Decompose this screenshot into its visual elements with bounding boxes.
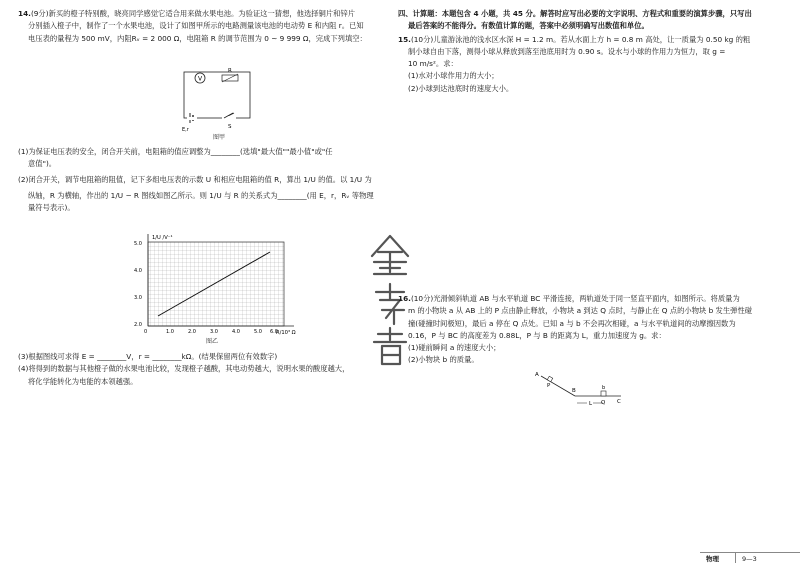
q14-parts (18, 146, 383, 214)
fig1-caption: 图甲 (213, 134, 226, 141)
q16-line-5: (2)小物块 b 的质量。 (408, 355, 479, 365)
circuit-label-e: E,r (182, 127, 189, 133)
xtick: 5.0 (254, 329, 262, 335)
q16-line-0: 16.(10分)光滑倾斜轨道 AB 与水平轨道 BC 平滑连接，两轨道处于同一竖直平面内，如图所示。将质量为 (398, 294, 740, 303)
graph-figure (130, 230, 310, 335)
q14-part3: (3)根据图线可求得 E = ________V，r = ________kΩ。(结果保留两位有效数字) (18, 352, 278, 361)
section4-title: 四、计算题：本题包含 4 小题，共 45 分。解答时应写出必要的文字说明、方程式和重要的演算步骤，只写出 (398, 9, 752, 18)
q14-number: 14. (18, 9, 31, 18)
q15-number: 15. (398, 34, 411, 44)
circuit-diagram (178, 66, 258, 136)
ytick: 5.0 (134, 241, 142, 247)
q14-parts2 (18, 351, 383, 388)
xtick: 3.0 (210, 329, 218, 335)
q14-part2b: 纵轴，R 为横轴，作出的 1/U − R 图线如图乙所示。则 1/U 与 R 的关系式为________(用 E，r，Rᵥ 等物理 (28, 190, 374, 200)
xtick: 2.0 (188, 329, 196, 335)
page-footer (0, 552, 800, 566)
circuit-label-v: V (198, 75, 203, 83)
section4-title2: 最后答案的不能得分。有数值计算的题，答案中必须明确写出数值和单位。 (408, 21, 649, 31)
graph-xlabel: R/10³ Ω (276, 330, 296, 335)
graph-grid (148, 242, 284, 326)
label-b: B (572, 388, 576, 394)
q16-line-4: (1)碰前瞬间 a 的速度大小； (408, 343, 501, 353)
circuit-label-r: R (228, 68, 232, 74)
ytick: 2.0 (134, 322, 142, 328)
footer-page: 9—3 (742, 555, 757, 563)
label-a: A (535, 372, 539, 378)
label-p: P (547, 383, 551, 389)
footer-subject: 物理 (706, 555, 719, 563)
origin-label: 0 (144, 329, 148, 335)
ytick: 3.0 (134, 295, 142, 301)
label-l: L (589, 401, 593, 407)
label-c: C (617, 399, 621, 405)
ytick: 4.0 (134, 268, 142, 274)
xtick: 6.0 (270, 329, 278, 335)
track-diagram (535, 370, 625, 415)
label-bb: b (602, 385, 606, 391)
q14-part1: (1)为保证电压表的安全，闭合开关前，电阻箱的值应调整为________(选填"最大值""最小值"或"任 (18, 147, 333, 156)
q14-part2c: 量符号表示)。 (28, 203, 75, 213)
q15-line-4: (2)小球到达池底时的速度大小。 (408, 83, 514, 93)
q16-line-1: m 的小物块 a 从 AB 上的 P 点由静止释放，小物块 a 到达 Q 点时，与静止在 Q 点的小物块 b 发生弹性碰 (408, 306, 753, 316)
q15-line-2: 10 m/s²。求： (408, 59, 458, 69)
graph-ylabel: 1/U /V⁻¹ (152, 235, 173, 241)
q15-line-0: 15.(10分)儿童游泳池的浅水区水深 H = 1.2 m。若从水面上方 h = 0.8 m 高处，让一质量为 0.50 kg 的粗 (398, 34, 751, 44)
left-column (18, 8, 383, 45)
q16-block (398, 293, 778, 367)
q14-part1b: 意值")。 (28, 159, 57, 169)
label-q: Q (601, 400, 606, 406)
q14-part4: (4)将得到的数据与其他橙子做的水果电池比较，发现橙子越酸，其电动势越大，说明水果的酸度越大， (18, 364, 350, 374)
q15-line-3: (1)水对小球作用力的大小； (408, 71, 499, 81)
q14-line-0: 14.(9分)新买的橙子特别酸，晓亮同学感觉它适合用来做水果电池。为验证这一猜想，他选择铜片和锌片 (18, 9, 356, 18)
q14-line-1: 分别插入橙子中，制作了一个水果电池，设计了如图甲所示的电路测量该电池的电动势 E 和内阻 r。已知 (28, 21, 364, 31)
q16-line-2: 撞(碰撞时间极短)，最后 a 停在 Q 点处。已知 a 与 b 不会再次相碰，a 与水平轨道间的动摩擦因数为 (408, 318, 736, 328)
q14-part2: (2)闭合开关，调节电阻箱的阻值，记下多组电压表的示数 U 和相应电阻箱的值 R，算出 1/U 的值。以 1/U 为 (18, 174, 372, 184)
fig2-caption: 图乙 (206, 338, 219, 345)
q15-line-1: 制小球自由下落，测得小球从释放到落至池底用时为 0.90 s。设水与小球的作用力为恒力，取 g = (408, 46, 726, 56)
xtick: 1.0 (166, 329, 174, 335)
circuit-label-s: S (228, 124, 232, 130)
q14-line-2: 电压表的量程为 500 mV，内阻Rᵥ = 2 000 Ω，电阻箱 R 的调节范围为 0 ~ 9 999 Ω，完成下列填空： (28, 33, 367, 43)
q16-line-3: 0.16，P 与 BC 的高度差为 0.88L，P 与 B 的距离为 L，重力加速度为 g。求： (408, 330, 666, 340)
right-column (398, 8, 778, 95)
xtick: 4.0 (232, 329, 240, 335)
q16-number: 16. (398, 294, 411, 303)
q14-part4b: 将化学能转化为电能的本领越强。 (28, 376, 138, 386)
